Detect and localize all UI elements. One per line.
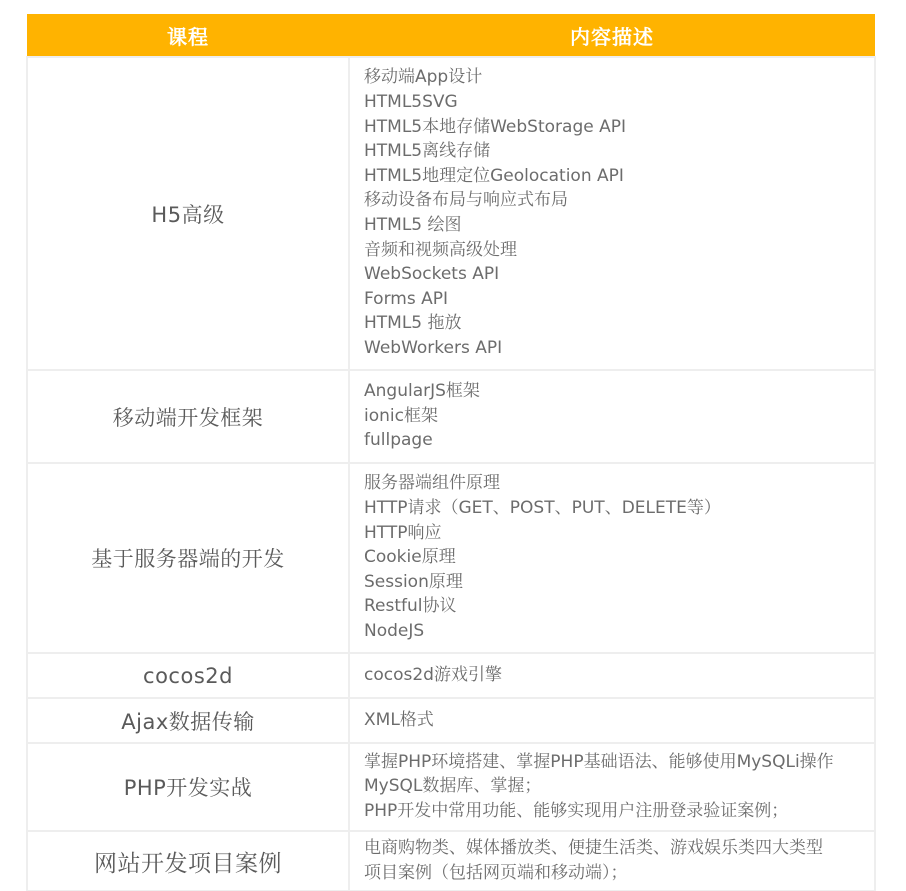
- table-row: [27, 698, 875, 743]
- description-line: 移动端App设计: [364, 67, 483, 88]
- description-line: HTML5 绘图: [364, 215, 462, 235]
- table-header-row: [27, 14, 875, 57]
- header-description: 内容描述: [349, 14, 875, 57]
- course-description: [349, 831, 875, 891]
- header-course: 课程: [27, 14, 349, 57]
- table-row: [27, 370, 875, 463]
- course-name: PHP开发实战: [27, 743, 349, 831]
- description-line: 服务器端组件原理: [364, 473, 500, 494]
- description-line: HTML5 拖放: [364, 313, 462, 334]
- course-description: [349, 653, 875, 698]
- course-name: 移动端开发框架: [27, 370, 349, 463]
- table-row: [27, 463, 875, 653]
- description-line: WebSockets API: [364, 264, 500, 285]
- course-name: cocos2d: [27, 653, 349, 698]
- description-line: XML格式: [364, 709, 434, 730]
- course-description: [349, 370, 875, 463]
- table-row: [27, 831, 875, 891]
- description-line: 项目案例（包括网页端和移动端）；: [364, 862, 628, 883]
- course-name: 网站开发项目案例: [27, 831, 349, 891]
- course-description: [349, 463, 875, 653]
- description-line: NodeJS: [364, 620, 425, 641]
- course-description: [349, 57, 875, 370]
- description-line: PHP开发中常用功能、能够实现用户注册登录验证案例；: [364, 800, 789, 821]
- description-line: HTTP响应: [364, 522, 442, 543]
- table-row: [27, 743, 875, 831]
- description-line: ionic框架: [364, 405, 438, 426]
- course-description: [349, 743, 875, 831]
- course-description: [349, 698, 875, 743]
- description-line: HTML5本地存储WebStorage API: [364, 116, 626, 137]
- description-line: 掌握PHP环境搭建、掌握PHP基础语法、能够使用MySQLi操作: [364, 751, 834, 772]
- description-line: Session原理: [364, 571, 463, 592]
- course-table: [26, 14, 876, 891]
- description-line: 音频和视频高级处理: [364, 239, 517, 260]
- description-line: Cookie原理: [364, 547, 456, 568]
- description-line: fullpage: [364, 430, 433, 451]
- description-line: HTTP请求（GET、POST、PUT、DELETE等）: [364, 498, 721, 519]
- course-name: Ajax数据传输: [27, 698, 349, 743]
- description-line: HTML5SVG: [364, 92, 458, 113]
- description-line: Forms API: [364, 288, 448, 309]
- table-row: [27, 653, 875, 698]
- description-line: HTML5离线存储: [364, 141, 491, 162]
- description-line: 电商购物类、媒体播放类、便捷生活类、游戏娱乐类四大类型: [364, 838, 823, 858]
- description-line: 移动设备布局与响应式布局: [364, 190, 568, 211]
- description-line: MySQL数据库、掌握；: [364, 776, 542, 797]
- description-line: cocos2d游戏引擎: [364, 664, 502, 685]
- table-row: [27, 57, 875, 370]
- description-line: Restful协议: [364, 596, 457, 617]
- description-line: WebWorkers API: [364, 337, 503, 358]
- course-name: 基于服务器端的开发: [27, 463, 349, 653]
- description-line: HTML5地理定位Geolocation API: [364, 165, 624, 186]
- course-name: H5高级: [27, 57, 349, 370]
- description-line: AngularJS框架: [364, 381, 480, 402]
